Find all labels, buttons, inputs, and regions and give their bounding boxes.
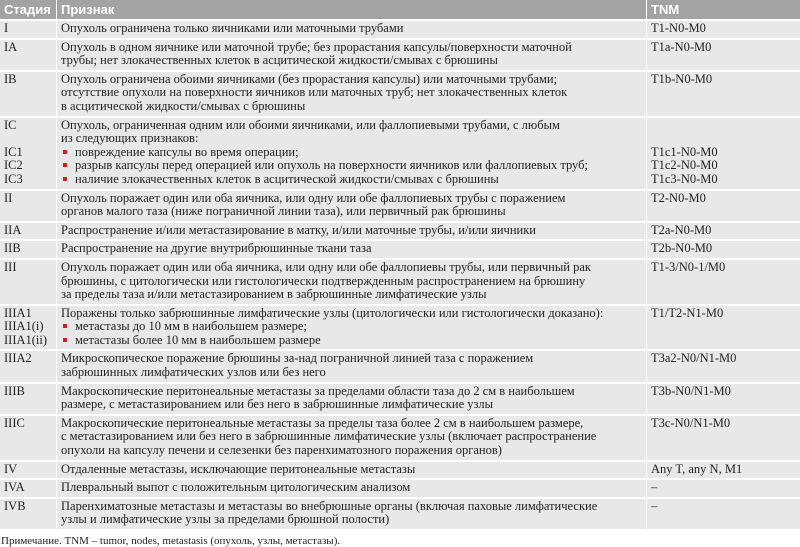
sign-line: Распространение на другие внутрибрюшинные ткани таза (61, 241, 372, 256)
tnm-cell (647, 416, 800, 460)
tnm-cell (647, 351, 800, 381)
tnm-cell (647, 223, 800, 240)
tnm-value: Any T, any N, M1 (651, 461, 743, 476)
stage-label: IIIB (4, 383, 25, 398)
sign-line: Микроскопическое поражение брюшины за-над пограничной линией таза с поражением (61, 351, 534, 366)
stage-cell (0, 384, 57, 414)
stage-label: IC3 (4, 171, 23, 186)
stage-label: II (4, 190, 13, 205)
sign-cell (57, 260, 647, 304)
sign-line: Опухоль, ограниченная одним или обоими яичниками, или фаллопиевыми трубами, с любым (61, 117, 560, 132)
stage-label: III (4, 259, 17, 274)
sign-line: Отдаленные метастазы, исключающие перитонеальные метастазы (61, 461, 416, 476)
sign-line: отсутствие опухоли на поверхности яичников или маточных труб; нет злокачественных клеток (61, 85, 568, 100)
tnm-value: T2-N0-M0 (651, 190, 706, 205)
sign-cell (57, 462, 647, 479)
sign-cell (57, 480, 647, 497)
sign-cell (57, 21, 647, 38)
sign-cell (57, 191, 647, 221)
stage-cell (0, 306, 57, 350)
spacer (651, 119, 796, 133)
stage-label: IIIA2 (4, 351, 32, 366)
stage-cell (0, 499, 57, 529)
tnm-cell (647, 72, 800, 116)
stage-cell (0, 260, 57, 304)
stage-label: IIIA1(i) (4, 319, 44, 334)
sign-line: с метастазированием или без него в забрюшинные лимфатические узлы (включает распространение (61, 429, 597, 444)
tnm-cell (647, 191, 800, 221)
sign-line: забрюшинных лимфатических узлов или без него (61, 365, 326, 380)
sign-line: размере, с метастазированием или без него в забрюшинные лимфатические узлы (61, 397, 494, 412)
sign-line: брюшины, с цитологически или гистологически подтвержденным распространением на брюшину (61, 273, 586, 288)
sign-bullet (61, 334, 642, 348)
tnm-value: – (651, 498, 658, 513)
tnm-value: T2a-N0-M0 (651, 222, 712, 237)
table-row (0, 223, 800, 240)
stage-cell (0, 118, 57, 189)
sign-bullet (61, 320, 642, 334)
bullet-square-icon (63, 338, 67, 342)
header-stage: Стадия (0, 0, 57, 19)
sign-bullet (61, 173, 642, 187)
stage-label: IIB (4, 241, 21, 256)
sign-line: из следующих признаков: (61, 131, 199, 146)
sign-line: Опухоль в одном яичнике или маточной трубе; без прорастания капсулы/поверхности маточной (61, 39, 572, 54)
tnm-value: T3a2-N0/N1-M0 (651, 351, 737, 366)
tnm-value: T1c2-N0-M0 (651, 158, 718, 173)
stage-label: IIIA1(ii) (4, 332, 48, 347)
stage-label: I (4, 21, 9, 35)
tnm-cell (647, 462, 800, 479)
sign-line: органов малого таза (ниже пограничной линии таза), или первичный рак брюшины (61, 204, 506, 219)
stage-cell (0, 462, 57, 479)
sign-line: Опухоль поражает один или оба яичника, или одну или обе фаллопиевы трубы, или первичный рак (61, 259, 591, 274)
tnm-cell (647, 40, 800, 70)
stage-label: IC (4, 117, 17, 132)
sign-cell (57, 499, 647, 529)
sign-cell (57, 40, 647, 70)
stage-cell (0, 191, 57, 221)
table-row (0, 384, 800, 414)
sign-line: опухоли на капсулу печени и селезенки без паренхиматозного поражения органов) (61, 443, 502, 458)
tnm-value: T1c3-N0-M0 (651, 171, 718, 186)
stage-label: IIIC (4, 415, 25, 430)
sign-line: Опухоль ограничена только яичниками или маточными трубами (61, 21, 404, 35)
table-row (0, 21, 800, 38)
sign-line: Поражены только забрюшинные лимфатические узлы (цитологически или гистологически доказано): (61, 305, 604, 320)
stage-label: IV (4, 461, 18, 476)
stage-cell (0, 241, 57, 258)
tnm-cell (647, 306, 800, 350)
spacer (651, 132, 796, 146)
sign-line: Плевральный выпот с положительным цитологическим анализом (61, 480, 411, 495)
tnm-value: – (651, 480, 658, 495)
tnm-cell (647, 260, 800, 304)
sign-line: Опухоль ограничена обоими яичниками (без прорастания капсулы) или маточными трубами; (61, 71, 558, 86)
bullet-text: разрыв капсулы перед операцией или опухоль на поверхности яичников или фаллопиевых труб; (75, 158, 588, 173)
spacer (4, 132, 52, 146)
header-row (0, 0, 800, 19)
table-row (0, 351, 800, 381)
sign-cell (57, 118, 647, 189)
sign-line: за пределы таза и/или метастазированием в забрюшинные лимфатические узлы (61, 287, 487, 302)
sign-cell (57, 223, 647, 240)
stage-cell (0, 351, 57, 381)
sign-cell (57, 72, 647, 116)
stage-label: IA (4, 39, 18, 54)
table-row (0, 480, 800, 497)
stage-cell (0, 480, 57, 497)
table-row (0, 462, 800, 479)
tnm-value: T2b-N0-M0 (651, 241, 713, 256)
stage-label: IB (4, 71, 17, 86)
stage-cell (0, 223, 57, 240)
sign-cell (57, 384, 647, 414)
tnm-value: T1b-N0-M0 (651, 71, 713, 86)
sign-bullet (61, 159, 642, 173)
sign-line: Распространение и/или метастазирование в матку, и/или маточные трубы, и/или яичники (61, 222, 536, 237)
stage-cell (0, 40, 57, 70)
sign-cell (57, 351, 647, 381)
table-row (0, 306, 800, 350)
tnm-cell (647, 118, 800, 189)
stage-cell (0, 21, 57, 38)
stage-label: IIA (4, 222, 22, 237)
tnm-cell (647, 499, 800, 529)
sign-cell (57, 416, 647, 460)
bullet-square-icon (63, 324, 67, 328)
header-tnm: TNM (647, 0, 800, 19)
sign-line: трубы; нет злокачественных клеток в асцитической жидкости/смывах с брюшины (61, 53, 498, 68)
stage-label: IVA (4, 480, 25, 495)
sign-cell (57, 241, 647, 258)
tnm-value: T1-3/N0-1/M0 (651, 259, 726, 274)
sign-line: Макроскопические перитонеальные метастазы за пределами области таза до 2 см в наибольшем (61, 383, 575, 398)
tnm-value: T3b-N0/N1-M0 (651, 383, 731, 398)
sign-line: Паренхиматозные метастазы и метастазы во внебрюшные органы (включая паховые лимфатические (61, 498, 598, 513)
bullet-text: метастазы более 10 мм в наибольшем размере (75, 332, 321, 347)
bullet-square-icon (63, 150, 67, 154)
table-row (0, 416, 800, 460)
sign-bullet (61, 146, 642, 160)
table-row (0, 40, 800, 70)
tnm-value: T1-N0-M0 (651, 21, 706, 35)
tnm-value: T3c-N0/N1-M0 (651, 415, 731, 430)
sign-line: узлы и лимфатические узлы за пределами брюшной полости) (61, 512, 390, 527)
bullet-text: наличие злокачественных клеток в асцитической жидкости/смывах с брюшины (75, 171, 499, 186)
table-row (0, 191, 800, 221)
bullet-text: метастазы до 10 мм в наибольшем размере; (75, 319, 307, 334)
tnm-cell (647, 480, 800, 497)
stage-label: IIIA1 (4, 305, 32, 320)
stage-label: IC1 (4, 144, 23, 159)
table-row (0, 72, 800, 116)
sign-cell (57, 306, 647, 350)
sign-line: в асцитической жидкости/смывах с брюшины (61, 98, 306, 113)
tnm-cell (647, 241, 800, 258)
bullet-text: повреждение капсулы во время операции; (75, 144, 299, 159)
table-row (0, 118, 800, 189)
bullet-square-icon (63, 177, 67, 181)
sign-line: Опухоль поражает один или оба яичника, или одну или обе фаллопиевых трубы с поражением (61, 190, 566, 205)
tnm-cell (647, 384, 800, 414)
table-row (0, 260, 800, 304)
bullet-square-icon (63, 163, 67, 167)
tnm-value: T1a-N0-M0 (651, 39, 712, 54)
sign-line: Макроскопические перитонеальные метастазы за пределы таза более 2 см в наибольшем размере, (61, 415, 584, 430)
stage-label: IVB (4, 498, 26, 513)
tnm-value: T1c1-N0-M0 (651, 144, 718, 159)
table-row (0, 499, 800, 529)
header-sign: Признак (57, 0, 647, 19)
stage-cell (0, 416, 57, 460)
tnm-value: T1/T2-N1-M0 (651, 305, 724, 320)
tnm-cell (647, 21, 800, 38)
table-note: Примечание. TNM – tumor, nodes, metastasis (опухоль, узлы, метастазы). (1, 535, 341, 547)
table-row (0, 241, 800, 258)
stage-cell (0, 72, 57, 116)
stage-label: IC2 (4, 158, 23, 173)
